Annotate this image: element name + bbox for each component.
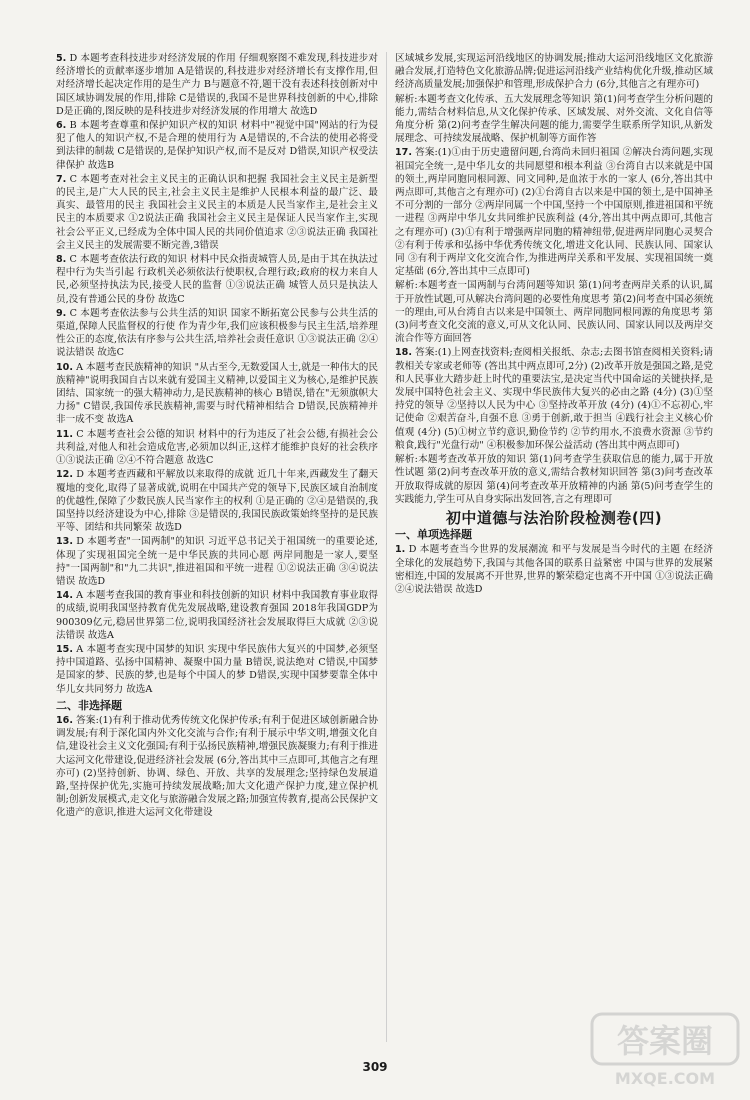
- question-number: 18.: [395, 347, 412, 359]
- answer-paragraph: [395, 52, 713, 92]
- left-column: [56, 52, 378, 1052]
- question-number: 7.: [56, 173, 67, 185]
- answer-paragraph: [56, 119, 378, 172]
- question-number: 14.: [56, 590, 73, 602]
- test-title: 初中道德与法治阶段检测卷(四): [445, 508, 663, 527]
- question-number: 5.: [56, 53, 67, 64]
- answer-paragraph: [395, 346, 713, 452]
- question-number: 11.: [56, 428, 73, 440]
- answer-text: C 本题考查依法参与公共生活的知识 国家不断拓宽公民参与公共生活的渠道,保障人民监督权的行使 作为青少年,我们应该积极参与民主生活,培养理性公正的态度,依法有序参与公共生活,培养社会责任意识 ①③说法正确 ②④说法错误 故选C: [56, 307, 378, 359]
- question-number: 15.: [56, 643, 73, 655]
- answer-text: 答案:(1)①由于历史遗留问题,台湾尚未回归祖国 ②解决台湾问题,实现祖国完全统一,是中华儿女的共同愿望和根本利益 ③台湾自古以来就是中国的领土,两岸同胞同根同源、同文同种,是血浓于水的一家人 (6分,答出其中两点即可,其他言之有理亦可) (2)①台湾自古以来是中国的领土,是中国神圣不可分割的一部分 ②两岸同属一个中国,坚持一个中国原则,推进祖国和平统一进程 ③两岸中华儿女共同维护民族利益 (4分,答出其中两点即可,其他言之有理亦可) (3)①有利于增强两岸同胞的精神纽带,促进两岸同胞心灵契合 ②有利于传承和弘扬中华优秀传统文化,增进文化认同、民族认同、国家认同 ③有利于两岸文化交流合作,为推进两岸关系和平发展、实现祖国统一奠定基础 (6分,答出其中三点即可): [395, 147, 713, 278]
- question-number: 9.: [56, 307, 67, 319]
- answer-paragraph: [56, 173, 378, 252]
- watermark-text: 答案圈: [616, 1022, 714, 1060]
- question-number: 17.: [395, 147, 412, 159]
- column-divider: [386, 52, 387, 1042]
- answer-paragraph: [56, 468, 378, 534]
- answer-text: D 本题考查当今世界的发展潮流 和平与发展是当今时代的主题 在经济全球化的发展趋势下,我国与其他各国的联系日益紧密 中国与世界的发展紧密相连,中国的发展离不开世界,世界的繁荣稳定也离不开中国 ①③说法正确 ②④说法错误 故选D: [395, 544, 713, 595]
- answer-text: 答案:(1)上网查找资料;查阅相关报纸、杂志;去图书馆查阅相关资料;请教相关专家或老师等 (答出其中两点即可,2分) (2)改革开放是强国之路,是党和人民事业大踏步赶上时代的重要法宝,是决定当代中国命运的关键抉择,是发展中国特色社会主义、实现中华民族伟大复兴的必由之路 (4分) (3)①坚持党的领导 ②坚持以人民为中心 ③坚持改革开放 (4分) (4)①不忘初心,牢记使命 ②艰苦奋斗,自强不息 ③勇于创新,敢于担当 ④践行社会主义核心价值观 (4分) (5)①树立节约意识,勤俭节约 ②节约用水,不浪费水资源 ③节约粮食,践行"光盘行动" ④积极参加环保公益活动 (答出其中两点即可): [395, 347, 713, 451]
- question-number: 1.: [395, 544, 406, 556]
- right-answer-list: [395, 52, 713, 506]
- answer-text: C 本题考查社会公德的知识 材料中的行为违反了社会公德,有损社会公共利益,对他人和社会造成危害,必须加以纠正,这样才能维护良好的社会秩序 ①③说法正确 ②④不符合题意 故选C: [56, 428, 378, 467]
- section-heading-single-choice: 一、单项选择题: [395, 528, 472, 542]
- answer-text: 区域城乡发展,实现运河沿线地区的协调发展;推动大运河沿线地区文化旅游融合发展,打造特色文化旅游品牌;促进运河沿线产业结构优化升级,推动区域经济高质量发展;加强保护和管理,形成保护合力 (6分,其他言之有理亦可): [395, 53, 713, 91]
- answer-paragraph: [56, 428, 378, 468]
- question-number: 10.: [56, 361, 73, 373]
- answer-paragraph: [395, 146, 713, 278]
- answer-paragraph: [395, 93, 713, 146]
- answer-text: 解析:本题考查改革开放的知识 第(1)问考查学生获取信息的能力,属于开放性试题 第(2)问考查改革开放的意义,需结合教材知识回答 第(3)问考查改革开放取得成就的原因 第(4)问考查改革开放精神的内涵 第(5)问考查学生的实践能力,学生可从自身实际出发回答,言之有理即可: [395, 454, 713, 505]
- answer-paragraph: [395, 279, 713, 345]
- answer-paragraph-16: [56, 714, 378, 820]
- answer-text: D 本题考查西藏和平解放以来取得的成就 近几十年来,西藏发生了翻天覆地的变化,取得了显著成就,说明在中国共产党的领导下,民族区域自治制度的优越性,保障了少数民族人民当家作主的权利 ①是正确的 ②④是错误的,我国坚持以经济建设为中心,排除 ③是错误的,我国民族政策始终坚持的是民族平等、团结和共同繁荣 故选D: [56, 469, 378, 534]
- question-number: 6.: [56, 120, 67, 132]
- answer-text: 解析:本题考查文化传承、五大发展理念等知识 第(1)问考查学生分析问题的能力,需结合材料信息,从文化保护传承、区域发展、对外交流、文化自信等角度分析 第(2)问考查学生解决问题的能力,需要学生联系所学知识,从新发展理念、可持续发展战略、保护机制等方面作答: [395, 93, 713, 145]
- watermark-url: MXQE.COM: [614, 1069, 716, 1088]
- answer-paragraph: [56, 253, 378, 306]
- answer-paragraph: [56, 361, 378, 427]
- answer-paragraph: [395, 453, 713, 506]
- answer-text: B 本题考查尊重和保护知识产权的知识 材料中"视觉中国"网站的行为侵犯了他人的知识产权,不是合理的使用行为 A是错误的,不合法的使用必将受到法律的制裁 C是错误的,是保护知识产权,而不是反对 D错误,知识产权受法律保护 故选B: [56, 120, 378, 171]
- section-heading-non-choice: 二、非选择题: [56, 698, 122, 712]
- answer-text: 答案:(1)有利于推动优秀传统文化保护传承;有利于促进区域创新融合协调发展;有利于深化国内外文化交流与合作;有利于展示中华文明,增强文化自信,建设社会主义文化强国;有利于弘扬民族精神,增强民族凝聚力;有利于推进大运河文化带建设,促进经济社会发展 (6分,答出其中三点即可,其他言之有理亦可) (2)坚持创新、协调、绿色、开放、共享的发展理念;坚持绿色发展道路,坚持保护优先,实施可持续发展战略;加大文化遗产保护力度,建立保护机制;创新发展模式,走文化与旅游融合发展之路;加强宣传教育,提高公民保护文化遗产的意识,推进大运河文化带建设: [56, 714, 378, 819]
- left-answer-list: [56, 52, 378, 696]
- answer-paragraph: [56, 535, 378, 588]
- question-number: 12.: [56, 469, 73, 481]
- question-number: 13.: [56, 536, 73, 548]
- answer-paragraph: [56, 643, 378, 696]
- answer-paragraph: [395, 543, 713, 596]
- answer-text: C 本题考查对社会主义民主的正确认识和把握 我国社会主义民主是新型的民主,是广大人民的民主,社会主义民主是维护人民根本利益的最广泛、最真实、最管用的民主 我国社会主义民主的本质是人民当家作主,是社会主义民主的本质要求 ①2说法正确 我国社会主义民主是保证人民当家作主,实现社会公平正义,已经成为全体中国人民的共同价值追求 ②③说法正确 我国社会主义民主的发展需要不断完善,3错误: [56, 173, 378, 251]
- answer-paragraph: [56, 52, 378, 118]
- answer-paragraph: [56, 307, 378, 360]
- answer-text: D 本题考查科技进步对经济发展的作用 仔细观察图不难发现,科技进步对经济增长的贡献率逐步增加 A是错误的,科技进步对经济增长有支撑作用,但对经济增长起决定作用的是生产力 B与题意不符,题干没有表述科技创新对中国区域协调发展的作用,排除 C是错误的,我国不是世界科技创新的中心,排除 D是正确的,图反映的是科技进步对经济发展的作用增大 故选D: [56, 53, 378, 117]
- answer-text: A 本题考查实现中国梦的知识 实现中华民族伟大复兴的中国梦,必须坚持中国道路、弘扬中国精神、凝聚中国力量 B错误,说法绝对 C错误,中国梦是国家的梦、民族的梦,也是每个中国人的梦 D错误,实现中国梦要靠全体中华儿女共同努力 故选A: [56, 643, 378, 695]
- question-number: 16.: [56, 714, 73, 726]
- page-number: 309: [362, 1060, 388, 1074]
- right-answer-list-after: [395, 543, 713, 596]
- answer-text: 解析:本题考查一国两制与台湾问题等知识 第(1)问考查两岸关系的认识,属于开放性试题,可从解决台湾问题的必要性角度思考 第(2)问考查中国必须统一的理由,可从台湾自古以来是中国领土、两岸同胞同根同源的角度思考 第(3)问考查文化交流的意义,可从文化认同、民族认同、国家认同以及两岸交流合作等方面回答: [395, 280, 713, 345]
- answer-text: A 本题考查我国的教育事业和科技创新的知识 材料中我国教育事业取得的成绩,说明我国坚持教育优先发展战略,建设教育强国 2018年我国GDP为900309亿元,稳居世界第二位,说明我国经济社会发展取得巨大成就 ②③说法错误 故选A: [56, 590, 378, 641]
- answer-paragraph: [56, 589, 378, 642]
- question-number: 8.: [56, 254, 67, 266]
- answer-text: A 本题考查民族精神的知识 "从古至今,无数爱国人士,就是一种伟大的民族精神"说明我国自古以来就有爱国主义精神,以爱国主义为核心,是维护民族团结、国家统一的强大精神动力,是民族精神的核心 B错误,错在"无须旗帜大力扬" C错误,我国传承民族精神,需要与时代精神相结合 D错误,民族精神并非一成不变 故选A: [56, 361, 378, 426]
- watermark-logo-icon: [590, 1010, 740, 1090]
- right-column: [395, 52, 713, 1052]
- answer-text: D 本题考查"一国两制"的知识 习近平总书记关于祖国统一的重要论述,体现了实现祖国完全统一是中华民族的共同心愿 两岸同胞是一家人,要坚持"一国两制"和"九二共识",推进祖国和平统一进程 ①②说法正确 ③④说法错误 故选D: [56, 536, 378, 587]
- answer-text: C 本题考查依法行政的知识 材料中民众指责城管人员,是由于其在执法过程中行为失当引起 行政机关必须依法行使职权,合理行政;政府的权力来自人民,必须坚持执法为民,接受人民的监督 ①③说法正确 城管人员只是执法人员,没有普通公民的身份 故选C: [56, 254, 378, 305]
